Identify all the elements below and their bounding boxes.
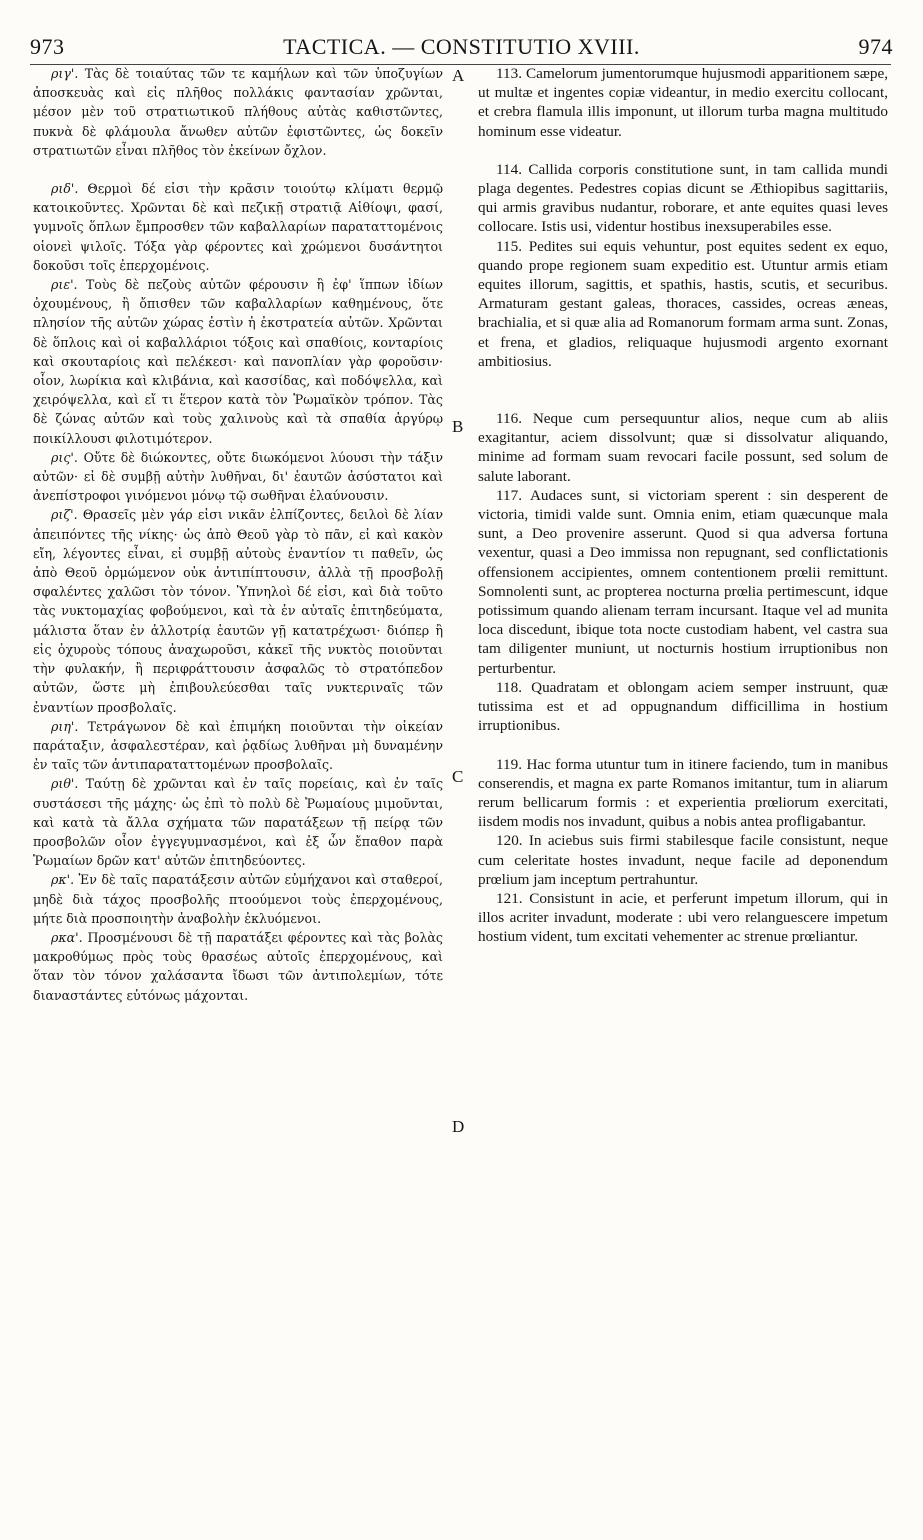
section-number: 115. bbox=[496, 237, 523, 255]
section-number: 119. bbox=[496, 755, 523, 773]
section-number: ρκα'. bbox=[51, 929, 83, 945]
greek-paragraph bbox=[33, 448, 443, 506]
latin-paragraph bbox=[478, 409, 888, 486]
paragraph-text: Neque cum persequuntur alios, neque cum ab aliis exagitantur, aciem dissolvunt; quæ si dissolvatur aliquando, minime ad formam suam revocari facile possunt, sed solum de salute laborant. bbox=[478, 410, 888, 485]
section-number: 120. bbox=[496, 832, 523, 850]
section-number: 118. bbox=[496, 678, 523, 696]
section-number: ριδ'. bbox=[51, 181, 79, 197]
greek-paragraph bbox=[33, 275, 443, 448]
latin-paragraph bbox=[478, 64, 888, 141]
running-header bbox=[30, 34, 893, 60]
greek-column bbox=[33, 64, 443, 1510]
section-number: 121. bbox=[496, 889, 523, 907]
section-number: 117. bbox=[496, 486, 523, 504]
greek-paragraph bbox=[33, 774, 443, 870]
latin-paragraph bbox=[478, 237, 888, 371]
greek-paragraph bbox=[33, 717, 443, 775]
section-number: ριγ'. bbox=[51, 66, 79, 81]
latin-paragraph bbox=[478, 678, 888, 736]
paragraph-text: Consistunt in acie, et perferunt impetum illorum, qui in illos acriter invadunt, moderate : ubi vero relanguescere impetum hostium vident, tum excitati vehementer ac strenue prœliantur. bbox=[478, 889, 888, 946]
paragraph-text: Quadratam et oblongam aciem semper instruunt, quæ tutissima est et ad oppugnandum difficillima in hostium irruptionibus. bbox=[478, 678, 888, 735]
paragraph-text: Audaces sunt, si victoriam sperent : sin desperent de victoria, timidi valde sunt. Omnia enim, etiam quæcunque mala sunt, a Deo provenire asserunt. Quod si qua adversa fortuna vexentur, quasi a Deo immissa non repugnant, sed conflictationis offensionem accipientes, omnem contentionem prœlii remittunt. Somnolenti sunt, ac propterea nocturna prœlia pertimescunt, idque potissimum quando alienam terram incursant. Itaque vel ad munita loca discedunt, ibique tota nocte custodiam habent, vel castra sua tam diligenter muniunt, ut nocturnis hostium irruptionibus non perturbentur. bbox=[478, 486, 888, 677]
paragraph-text: Θρασεῖς μὲν γάρ εἰσι νικᾶν ἐλπίζοντες, δειλοὶ δὲ λίαν ἀπειπόντες τῆς νίκης· ὡς ἀπὸ Θεοῦ γὰρ τὸ πᾶν, εἰ καὶ κακὸν εἴη, λέγοντες εἶναι, εἰ συμβῇ αὐτοὺς ἐναντίον τι παθεῖν, ὡς ἀπὸ Θεοῦ ὁρμώμενον οὐκ ἀντιπίπτουσιν, ἀλλὰ τῇ προσβολῇ σφαλέντες χαλῶσι τὸν τόνον. Ὑπνηλοὶ δέ εἰσι, καὶ διὰ τοῦτο τὰς νυκτομαχίας φοβούμενοι, καὶ τὰ ἐν αὐταῖς ἐπιτηδεύματα, μάλιστα ὅταν ἐν ἀλλοτρίᾳ ἑαυτῶν γῇ κατατρέχωσι· διόπερ ἢ εἰς ὀχυροὺς τόπους ἀναχωροῦσι, κἀκεῖ τῆς νυκτὸς ποιοῦνται τὴν φυλακήν, ἢ περιφράττουσιν ἀσφαλῶς τὸ στρατόπεδον αὐτῶν, ὥστε μὴ ἐπιβουλεύεσθαι ταῖς νυκτεριναῖς τῶν ἐναντίων προσβολαῖς. bbox=[33, 507, 443, 715]
section-number: 113. bbox=[496, 65, 523, 82]
section-number: 114. bbox=[496, 160, 523, 178]
greek-paragraph bbox=[33, 928, 443, 1005]
page-number-right: 974 bbox=[858, 34, 893, 59]
running-title: TACTICA. — CONSTITUTIO XVIII. bbox=[283, 34, 640, 59]
section-number: ριη'. bbox=[51, 718, 79, 734]
greek-paragraph bbox=[33, 64, 443, 160]
paragraph-text: Pedites sui equis vehuntur, post equites sedent ex equo, quando prope regionem suam expeditio est. Utuntur armis etiam equites illorum, sagittis, et spathis, hastis, scutis, et securibus. Armaturam gestant galeas, thoraces, cassides, ocreas æneas, brachialia, et si quæ alia ad Romanorum formam arma sunt. Zonas, et frena, et gladios, reliquaque hujusmodi argento exornant ambitiosius. bbox=[478, 237, 888, 370]
paragraph-text: Τὰς δὲ τοιαύτας τῶν τε καμήλων καὶ τῶν ὑποζυγίων ἀποσκευὰς καὶ εἰς πλῆθος πολλάκις φαντασίαν χρῶνται, μέσον μὲν τοῦ στρατιωτικοῦ πλήθους αὐτὰς καθιστῶντες, πυκνὰ δὲ φλάμουλα ἄνωθεν αὐτῶν ἐφιστῶντες, ὡς δοκεῖν στρατιωτῶν εἶναι πλῆθος τὸν ἐκείνων ὄχλον. bbox=[33, 66, 443, 158]
latin-paragraph bbox=[478, 831, 888, 889]
page-number-left: 973 bbox=[30, 34, 65, 59]
greek-paragraph bbox=[33, 505, 443, 716]
paragraph-text: Τετράγωνον δὲ καὶ ἐπιμήκη ποιοῦνται τὴν οἰκείαν παράταξιν, ἀσφαλεστέραν, καὶ ῥᾳδίως λυθῆναι μὴ δυναμένην ἐν ταῖς τῶν ἀντιπαραταττομένων προσβολαῖς. bbox=[33, 718, 443, 773]
paragraph-text: Θερμοὶ δέ εἰσι τὴν κρᾶσιν τοιούτῳ κλίματι θερμῷ κατοικοῦντες. Χρῶνται δὲ καὶ πεζικῇ στρατιᾷ Αἰθίοψι, φασί, γυμνοῖς ὅπλων ἔμπροσθεν τῶν καβαλλαρίων παραταττομένοις οἱονεὶ ψιλοῖς. Τόξα γὰρ φέροντες καὶ χρώμενοι δυσάντητοι δοκοῦσι τοῖς ἐπερχομένοις. bbox=[33, 181, 443, 273]
greek-paragraph bbox=[33, 179, 443, 275]
greek-paragraph bbox=[33, 870, 443, 928]
paragraph-text: Οὔτε δὲ διώκοντες, οὔτε διωκόμενοι λύουσι τὴν τάξιν αὐτῶν· εἰ δὲ συμβῇ αὐτὴν λυθῆναι, δι' ἑαυτῶν ἀσύστατοι καὶ ἀνεπίστροφοι γινόμενοι μόνῳ τῷ σωθῆναι ἐλαύνουσιν. bbox=[33, 449, 443, 504]
paragraph-text: Προσμένουσι δὲ τῇ παρατάξει φέροντες καὶ τὰς βολὰς μακροθύμως πρὸς τοὺς θρασέως αὐτοῖς ἐπερχομένους, καὶ ὅταν τὸν τόνον χαλάσαντα ἴδωσι τῶν ἀντιπολεμίων, τότε διαναστάντες εὐτόνως μάχονται. bbox=[33, 929, 443, 1003]
paragraph-text: Ταύτῃ δὲ χρῶνται καὶ ἐν ταῖς πορείαις, καὶ ἐν ταῖς συστάσεσι τῆς μάχης· ὡς ἐπὶ τὸ πολὺ δὲ Ῥωμαίους μιμοῦνται, καὶ κατὰ τὰ ἄλλα σχήματα τῶν παρατάξεων τῇ πείρᾳ τῶν προσβολῶν οἷον ἐγγεγυμνασμένοι, καὶ ἐξ ὧν ἔπαθον παρὰ Ῥωμαίων δρῶν κατ' αὐτῶν ἐπιτηδεύοντες. bbox=[33, 776, 443, 869]
paragraph-text: Τοὺς δὲ πεζοὺς αὐτῶν φέρουσιν ἢ ἐφ' ἵππων ἰδίων ὀχουμένους, ἢ ὄπισθεν τῶν καβαλλαρίων καθημένους, ὅτε πλησίον τῆς αὐτῶν χώρας ἐστὶν ἡ ἐκστρατεία αὐτῶν. Χρῶνται δὲ ὅπλοις καὶ οἱ καβαλλάριοι τόξοις καὶ σπαθίοις, κονταρίοις καὶ σκουταρίοις καὶ πελέκεσι· καὶ πανοπλίαν γὰρ φοροῦσιν· οἷον, λωρίκια καὶ κλιβάνια, καὶ κασσίδας, καὶ ποδόψελλα, καὶ χειρόψελλα, καὶ εἴ τι ἕτερον κατὰ τὸν Ῥωμαϊκὸν τρόπον. Τὰς δὲ ζώνας αὐτῶν καὶ τοὺς χαλινοὺς καὶ τὰ σπαθία ἀργύρῳ ποικίλλουσι φιλοτιμότερον. bbox=[33, 277, 443, 446]
latin-paragraph bbox=[478, 160, 888, 237]
latin-column bbox=[478, 64, 888, 1510]
paragraph-text: Callida corporis constitutione sunt, in tam callida mundi plaga degentes. Pedestres copias dicunt se Æthiopibus sagittariis, qui armis gravibus nudantur, roborare, et ante equites quasi leves collocare. Istis usi, videntur hostibus inexsuperabiles esse. bbox=[478, 160, 888, 236]
latin-paragraph bbox=[478, 486, 888, 678]
section-number: ρκ'. bbox=[51, 872, 75, 888]
paragraph-text: Camelorum jumentorumque hujusmodi apparitionem sæpe, ut multæ et ingentes copiæ videantur, in medio exercitu collocant, et crebra flamula illis imponunt, ut illorum turba magna multitudo hominum esse videatur. bbox=[478, 65, 888, 140]
margin-letter-a: A bbox=[452, 66, 465, 85]
margin-letter-b: B bbox=[452, 417, 464, 436]
section-number: ριθ'. bbox=[51, 776, 79, 792]
section-number: 116. bbox=[496, 410, 523, 428]
section-number: ρις'. bbox=[51, 449, 78, 465]
margin-letter-c: C bbox=[452, 767, 464, 786]
paragraph-text: Hac forma utuntur tum in itinere faciendo, tum in manibus conserendis, et magna ex parte Romanos imitantur, tum in aliarum rerum bellicarum formis : et experientia prœliorum exercitati, iisdem modis nos invadunt, quibus a nobis antea profligabantur. bbox=[478, 755, 888, 831]
latin-paragraph bbox=[478, 755, 888, 832]
section-number: ριε'. bbox=[51, 277, 78, 293]
paragraph-text: Ἐν δὲ ταῖς παρατάξεσιν αὐτῶν εὐμήχανοι καὶ σταθεροί, μηδὲ διὰ τάχος προσβολῆς πτοούμενοι τοὺς ἐπερχομένους, μήτε διὰ προσποιητὴν ἀναβολὴν ἐκλυόμενοι. bbox=[33, 872, 443, 926]
section-number: ριζ'. bbox=[51, 507, 78, 523]
latin-paragraph bbox=[478, 889, 888, 947]
margin-letter-d: D bbox=[452, 1117, 465, 1136]
paragraph-text: In aciebus suis firmi stabilesque facile consistunt, neque cum celeritate hostes invadunt, neque facile ad deponendum prœlium jam inceptum pertrahuntur. bbox=[478, 832, 888, 888]
